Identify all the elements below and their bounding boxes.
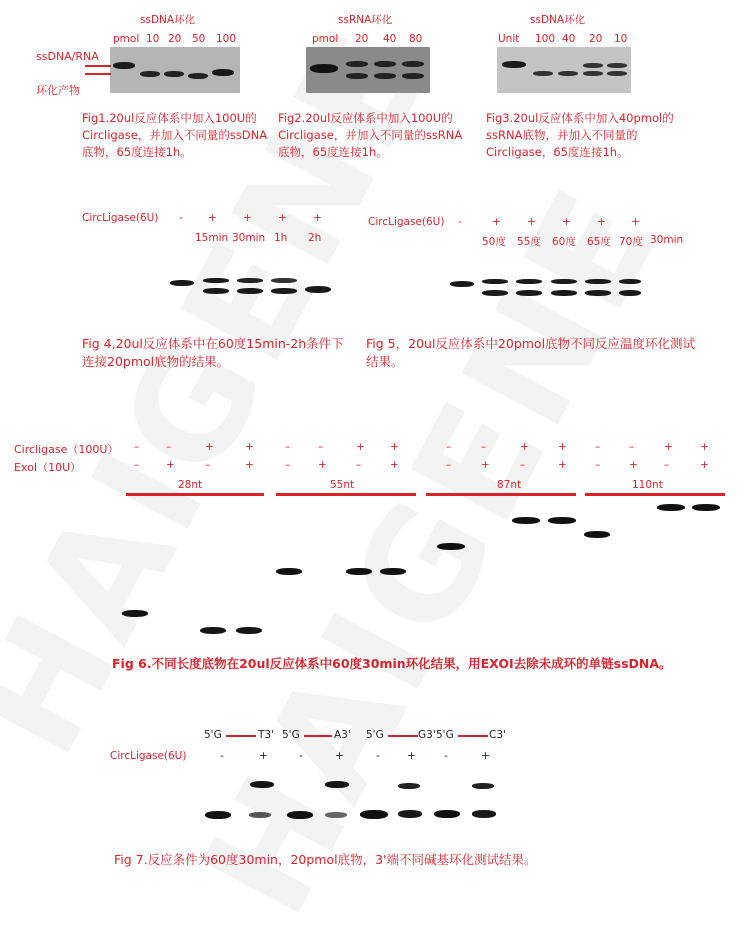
fig5-band	[516, 290, 542, 296]
fig5-sign-0: -	[458, 216, 462, 228]
fig7-g3-left: 5'G	[436, 729, 454, 741]
fig3-band	[583, 71, 603, 76]
fig5-row-label: CircLigase(6U)	[368, 216, 445, 228]
fig3-band	[502, 61, 526, 68]
fig7-band	[205, 811, 231, 819]
fig4-band	[203, 288, 229, 294]
fig6-g2-r2-3: +	[558, 459, 567, 471]
fig1-gel	[110, 47, 240, 93]
fig5-temp-1: 55度	[517, 236, 541, 248]
fig5-band	[551, 279, 577, 284]
fig4-sign-4: +	[313, 212, 322, 224]
fig7-sign-3: +	[335, 750, 344, 762]
fig2-gel	[306, 47, 430, 93]
fig2-band	[402, 61, 424, 67]
fig5-band	[619, 290, 641, 296]
fig4-sign-2: +	[243, 212, 252, 224]
fig7-sign-1: +	[259, 750, 268, 762]
fig6-g0-r1-1: –	[166, 441, 172, 453]
substrate-label: ssDNA/RNA	[36, 50, 99, 63]
fig7-g0-right: T3'	[258, 729, 274, 741]
fig6-g3-r2-0: –	[595, 459, 601, 471]
fig5-band	[450, 281, 474, 287]
fig3-band	[558, 71, 578, 76]
fig5-band	[482, 279, 508, 284]
product-pointer	[85, 73, 111, 75]
fig6-g0-r1-0: –	[134, 441, 140, 453]
fig2-band	[346, 61, 368, 67]
fig1-lane-0: pmol	[113, 33, 140, 45]
fig5-band	[516, 279, 542, 284]
fig6-g2-r1-0: –	[446, 441, 452, 453]
fig5-temp-4: 70度	[619, 236, 643, 248]
fig4-band	[271, 288, 297, 294]
fig2-lane-0: pmol	[312, 33, 339, 45]
fig2-caption: Fig2.20ul反应体系中加入100U的Circligase，并加入不同量的ssRNA底物，65度连接1h。	[278, 111, 463, 159]
fig7-band	[434, 810, 460, 818]
fig2-band	[374, 61, 396, 67]
fig6-g2-r2-2: –	[520, 459, 526, 471]
fig6-row1-label: Circligase（100U）	[14, 443, 119, 456]
fig4-sign-0: -	[179, 212, 183, 224]
fig6-band	[236, 627, 262, 634]
fig1-title: ssDNA环化	[140, 14, 196, 26]
fig1-lane-1: 10	[146, 33, 160, 45]
fig6-group-110nt: 110nt	[632, 479, 663, 491]
fig5-temp-0: 50度	[482, 236, 506, 248]
fig4-caption: Fig 4,20ul反应体系中在60度15min-2h条件下连接20pmol底物的结果。	[82, 336, 344, 369]
fig6-g0-r1-3: +	[245, 441, 254, 453]
fig6-band	[692, 504, 720, 511]
fig7-band	[360, 810, 388, 819]
fig5-sign-3: +	[562, 216, 571, 228]
fig3-caption: Fig3.20ul反应体系中加入40pmol的ssRNA底物，并加入不同量的Circligase，65度连接1h。	[486, 111, 674, 159]
fig6-g3-r2-2: –	[664, 459, 670, 471]
fig2-lane-2: 40	[383, 33, 397, 45]
fig6-band	[437, 543, 465, 550]
fig3-band	[533, 71, 553, 76]
fig2-band	[402, 73, 424, 79]
fig1-band	[140, 71, 160, 77]
fig1-band	[113, 62, 135, 69]
fig6-band	[584, 531, 610, 538]
fig6-group-55nt: 55nt	[330, 479, 355, 491]
fig7-sign-4: -	[376, 750, 380, 762]
fig7-sign-0: -	[220, 750, 224, 762]
substrate-pointer	[85, 65, 111, 67]
fig6-g2-r1-3: +	[558, 441, 567, 453]
fig7-g3-right: C3'	[489, 729, 506, 741]
fig7-sign-6: -	[444, 750, 448, 762]
fig5-sign-1: +	[492, 216, 501, 228]
fig6-g0-r2-2: –	[205, 459, 211, 471]
fig6-group-87nt: 87nt	[497, 479, 522, 491]
fig7-band	[325, 781, 349, 788]
fig7-band	[472, 810, 496, 818]
fig1-lane-4: 100	[216, 33, 237, 45]
fig3-band	[607, 63, 627, 68]
fig2-band	[346, 73, 368, 79]
fig6-g0-r2-0: –	[134, 459, 140, 471]
fig3-lane-1: 100	[535, 33, 556, 45]
fig7-row-label: CircLigase(6U)	[110, 750, 187, 762]
fig5-band	[585, 290, 611, 296]
fig6-g1-r1-0: –	[285, 441, 291, 453]
fig6-g1-r1-2: +	[356, 441, 365, 453]
fig2-band	[310, 64, 338, 73]
fig6-group-line	[426, 493, 576, 496]
fig6-g2-r2-0: –	[446, 459, 452, 471]
fig4-sign-3: +	[278, 212, 287, 224]
fig4-time-1: 30min	[232, 232, 266, 244]
fig5-temp-2: 60度	[552, 236, 576, 248]
fig1-band	[188, 73, 208, 79]
fig4-sign-1: +	[208, 212, 217, 224]
fig5-duration: 30min	[650, 234, 684, 246]
fig7-band	[287, 811, 313, 819]
fig1-lane-2: 20	[168, 33, 182, 45]
fig7-sign-7: +	[481, 750, 490, 762]
fig4-band	[271, 278, 297, 283]
fig2-title: ssRNA环化	[338, 14, 393, 26]
fig7-g2-left: 5'G	[366, 729, 384, 741]
fig1-caption: Fig1.20ul反应体系中加入100U的Circligase，并加入不同量的ssDNA底物，65度连接1h。	[82, 111, 268, 159]
fig6-group-28nt: 28nt	[178, 479, 203, 491]
fig4-band	[203, 278, 229, 283]
fig7-g0-left: 5'G	[204, 729, 222, 741]
fig7-g1-left: 5'G	[282, 729, 300, 741]
fig4-time-3: 2h	[308, 232, 322, 244]
fig6-g2-r1-1: –	[481, 441, 487, 453]
fig7-sign-5: +	[407, 750, 416, 762]
fig3-lane-4: 10	[614, 33, 628, 45]
fig7-band	[250, 781, 274, 788]
fig6-g3-r1-3: +	[700, 441, 709, 453]
fig5-band	[619, 279, 641, 284]
fig5-temp-3: 65度	[587, 236, 611, 248]
fig6-g1-r2-2: –	[356, 459, 362, 471]
fig4-band	[170, 280, 194, 286]
fig5-caption: Fig 5，20ul反应体系中20pmol底物不同反应温度环化测试结果。	[366, 336, 696, 369]
fig6-g3-r2-3: +	[700, 459, 709, 471]
fig4-band	[305, 286, 331, 293]
fig6-g3-r1-1: –	[629, 441, 635, 453]
fig6-g3-r1-0: –	[595, 441, 601, 453]
fig5-sign-5: +	[631, 216, 640, 228]
fig6-group-line	[585, 493, 725, 496]
fig6-g3-r2-1: +	[629, 459, 638, 471]
fig6-band	[200, 627, 226, 634]
fig5-sign-2: +	[527, 216, 536, 228]
fig7-g1-line	[304, 735, 332, 737]
fig3-band	[607, 71, 627, 76]
fig7-band	[249, 812, 271, 818]
fig6-g1-r2-1: +	[318, 459, 327, 471]
fig7-sign-2: -	[299, 750, 303, 762]
fig2-band	[374, 73, 396, 79]
product-label: 环化产物	[36, 84, 80, 97]
fig6-g2-r2-1: +	[481, 459, 490, 471]
fig7-band	[325, 812, 347, 818]
fig6-band	[512, 517, 540, 524]
fig6-caption: Fig 6.不同长度底物在20ul反应体系中60度30min环化结果，用EXOI去除未成环的单链ssDNA。	[112, 656, 672, 671]
fig3-band	[583, 63, 603, 68]
fig7-band	[398, 810, 422, 818]
fig5-sign-4: +	[597, 216, 606, 228]
fig3-lane-0: Unit	[498, 33, 520, 45]
fig5-band	[551, 290, 577, 296]
fig4-time-2: 1h	[274, 232, 288, 244]
fig5-band	[585, 279, 611, 284]
fig6-g0-r2-3: +	[245, 459, 254, 471]
fig1-band	[164, 71, 184, 77]
fig1-band	[212, 69, 234, 76]
fig3-lane-3: 20	[589, 33, 603, 45]
fig6-g3-r1-2: +	[664, 441, 673, 453]
fig6-group-line	[276, 493, 416, 496]
fig4-band	[237, 288, 263, 294]
fig4-band	[237, 278, 263, 283]
fig6-g1-r2-0: –	[285, 459, 291, 471]
fig6-band	[276, 568, 302, 575]
fig6-row2-label: ExoI（10U）	[14, 461, 82, 474]
fig6-g1-r1-3: +	[390, 441, 399, 453]
fig4-time-0: 15min	[195, 232, 229, 244]
fig4-row-label: CircLigase(6U)	[82, 212, 159, 224]
fig6-g1-r1-1: –	[318, 441, 324, 453]
fig6-group-line	[126, 493, 264, 496]
fig6-band	[380, 568, 406, 575]
fig3-gel	[497, 47, 631, 93]
fig6-g2-r1-2: +	[520, 441, 529, 453]
fig5-band	[482, 290, 508, 296]
fig7-band	[398, 783, 420, 789]
fig7-g2-line	[388, 735, 418, 737]
fig7-g0-line	[226, 735, 256, 737]
fig2-lane-3: 80	[409, 33, 423, 45]
fig6-g0-r2-1: +	[166, 459, 175, 471]
fig3-title: ssDNA环化	[530, 14, 586, 26]
fig7-g1-right: A3'	[334, 729, 351, 741]
fig3-lane-2: 40	[562, 33, 576, 45]
fig7-caption: Fig 7.反应条件为60度30min，20pmol底物，3'端不同碱基环化测试结果。	[114, 852, 537, 867]
fig6-g1-r2-3: +	[390, 459, 399, 471]
fig2-lane-1: 20	[355, 33, 369, 45]
fig1-lane-3: 50	[192, 33, 206, 45]
fig7-g2-right: G3'	[418, 729, 436, 741]
fig6-band	[122, 610, 148, 617]
fig6-band	[346, 568, 372, 575]
fig6-band	[657, 504, 685, 511]
fig6-g0-r1-2: +	[205, 441, 214, 453]
fig7-g3-line	[458, 735, 488, 737]
fig6-band	[548, 517, 576, 524]
fig7-band	[472, 783, 494, 789]
